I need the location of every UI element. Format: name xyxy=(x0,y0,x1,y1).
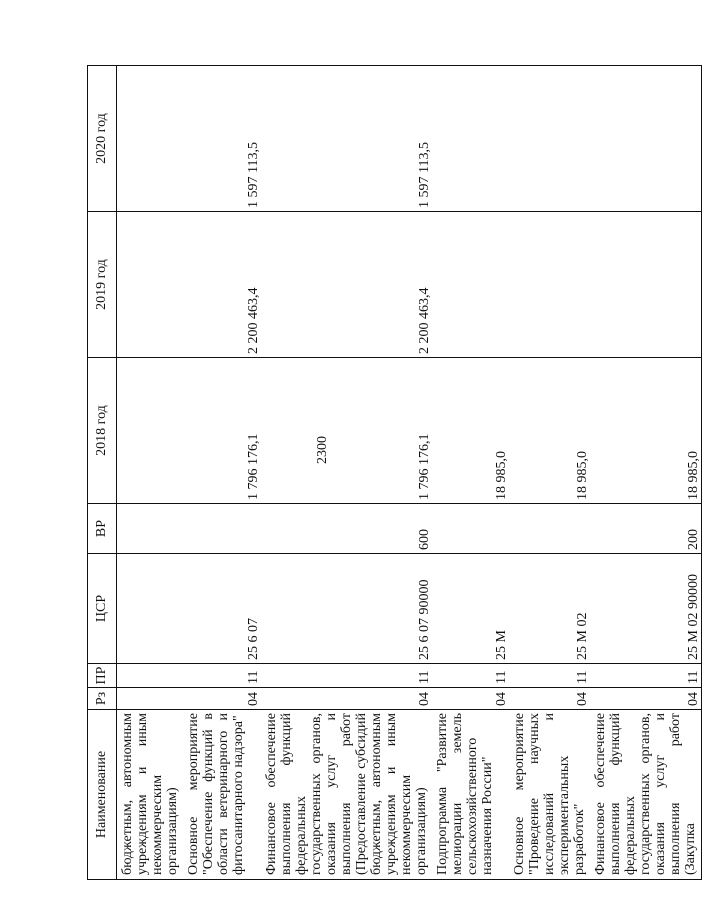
row-csr: 25 М xyxy=(432,554,509,664)
budget-table-wrap xyxy=(87,65,701,880)
header-csr: ЦСР xyxy=(88,554,117,664)
row-rz: 04 xyxy=(590,688,702,710)
row-2018: 1 796 176,1 xyxy=(261,358,432,504)
row-vr xyxy=(117,504,184,554)
row-csr: 25 М 02 90000 xyxy=(590,554,702,664)
row-2020 xyxy=(432,66,509,212)
table-row xyxy=(509,66,590,880)
row-2018: 18 985,0 xyxy=(509,358,590,504)
row-vr xyxy=(183,504,261,554)
row-2020: 1 597 113,5 xyxy=(261,66,432,212)
row-name: Финансовое обеспечение выполнения функций федеральных государственных органов, оказания услуг и выполнения работ (Закупка xyxy=(590,710,702,880)
row-pr xyxy=(117,664,184,688)
row-csr xyxy=(117,554,184,664)
table-row xyxy=(117,66,184,880)
row-2019: 2 200 463,4 xyxy=(261,212,432,358)
row-vr: 200 xyxy=(590,504,702,554)
page-number: 2300 xyxy=(315,436,330,464)
header-name: Наименование xyxy=(88,710,117,880)
header-2019: 2019 год xyxy=(88,212,117,358)
row-rz: 04 xyxy=(432,688,509,710)
row-vr xyxy=(509,504,590,554)
row-2020 xyxy=(590,66,702,212)
header-vr: ВР xyxy=(88,504,117,554)
row-rz: 04 xyxy=(261,688,432,710)
row-2019 xyxy=(590,212,702,358)
row-vr xyxy=(432,504,509,554)
row-pr: 11 xyxy=(183,664,261,688)
row-rz: 04 xyxy=(183,688,261,710)
row-2019: 2 200 463,4 xyxy=(183,212,261,358)
header-2018: 2018 год xyxy=(88,358,117,504)
row-name: Финансовое обеспечение выполнения функций федеральных государственных органов, оказания услуг и выполнения работ (Предоставление субсидий бюджетным, автономным учреждениям и иным некоммерческим организациям) xyxy=(261,710,432,880)
row-pr: 11 xyxy=(590,664,702,688)
row-rz xyxy=(117,688,184,710)
row-2020 xyxy=(117,66,184,212)
row-2018: 18 985,0 xyxy=(432,358,509,504)
row-2019 xyxy=(509,212,590,358)
header-2020: 2020 год xyxy=(88,66,117,212)
row-name: Основное мероприятие "Обеспечение функций в области ветеринарного и фитосанитарного надзора" xyxy=(183,710,261,880)
row-csr: 25 6 07 90000 xyxy=(261,554,432,664)
row-rz: 04 xyxy=(509,688,590,710)
table-row xyxy=(432,66,509,880)
row-2018: 1 796 176,1 xyxy=(183,358,261,504)
row-2019 xyxy=(117,212,184,358)
row-2018 xyxy=(117,358,184,504)
row-pr: 11 xyxy=(432,664,509,688)
row-2019 xyxy=(432,212,509,358)
row-pr: 11 xyxy=(509,664,590,688)
row-name: бюджетным, автономным учреждениям и иным некоммерческим организациям) xyxy=(117,710,184,880)
table-row xyxy=(183,66,261,880)
row-name: Основное мероприятие "Проведение научных исследований и экспериментальных разработок" xyxy=(509,710,590,880)
row-pr: 11 xyxy=(261,664,432,688)
row-name: Подпрограмма "Развитие мелиорации земель сельскохозяйственного назначения России" xyxy=(432,710,509,880)
table-row xyxy=(590,66,702,880)
table-row xyxy=(261,66,432,880)
table-header-row xyxy=(88,66,117,880)
row-2020: 1 597 113,5 xyxy=(183,66,261,212)
header-rz: Рз xyxy=(88,688,117,710)
row-2018: 18 985,0 xyxy=(590,358,702,504)
row-csr: 25 6 07 xyxy=(183,554,261,664)
row-vr: 600 xyxy=(261,504,432,554)
row-csr: 25 М 02 xyxy=(509,554,590,664)
row-2020 xyxy=(509,66,590,212)
header-pr: ПР xyxy=(88,664,117,688)
budget-table xyxy=(87,65,702,880)
